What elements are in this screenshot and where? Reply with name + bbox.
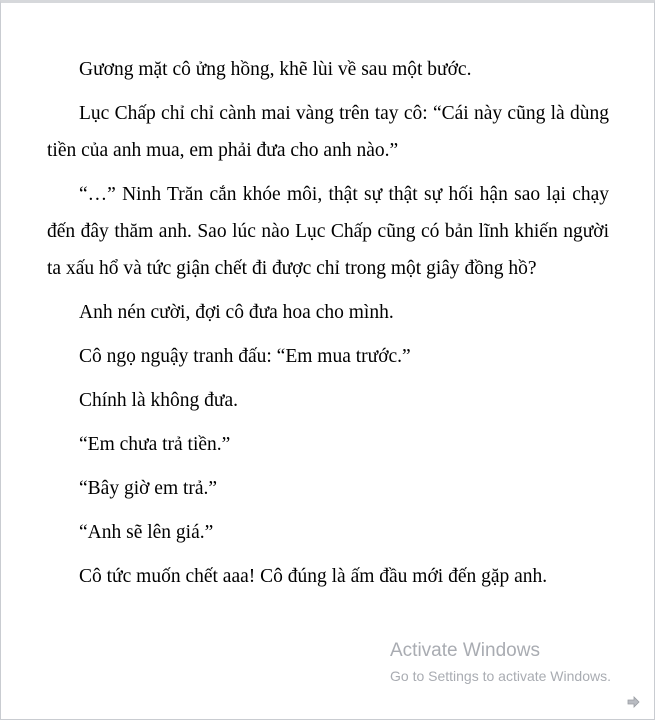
paragraph: Gương mặt cô ửng hồng, khẽ lùi về sau một bước. xyxy=(79,59,472,80)
paragraph: “Em chưa trả tiền.” xyxy=(79,434,231,455)
watermark-subtitle: Go to Settings to activate Windows. xyxy=(390,668,611,684)
paragraph: Cô tức muốn chết aaa! Cô đúng là ấm đầu mới đến gặp anh. xyxy=(79,566,548,587)
watermark-title: Activate Windows xyxy=(390,640,540,661)
activation-watermark xyxy=(390,639,611,686)
paragraph: “Bây giờ em trả.” xyxy=(79,478,218,499)
paragraph: Chính là không đưa. xyxy=(79,390,238,411)
paragraph: Cô ngọ nguậy tranh đấu: “Em mua trước.” xyxy=(79,346,411,367)
paragraph: Anh nén cười, đợi cô đưa hoa cho mình. xyxy=(79,302,394,323)
paragraph: Lục Chấp chỉ chỉ cành mai vàng trên tay cô: “Cái này cũng là dùng tiền của anh mua, em phải đưa cho anh nào.” xyxy=(47,103,609,161)
paragraph: “Anh sẽ lên giá.” xyxy=(79,522,214,543)
resize-arrow-icon[interactable] xyxy=(626,695,640,709)
paragraph: “…” Ninh Trăn cắn khóe môi, thật sự thật sự hối hận sao lại chạy đến đây thăm anh. Sao lúc nào Lục Chấp cũng có bản lĩnh khiến người ta xấu hổ và tức giận chết đi được chỉ trong một giây đồng hồ? xyxy=(47,184,609,279)
document-page xyxy=(47,3,609,602)
